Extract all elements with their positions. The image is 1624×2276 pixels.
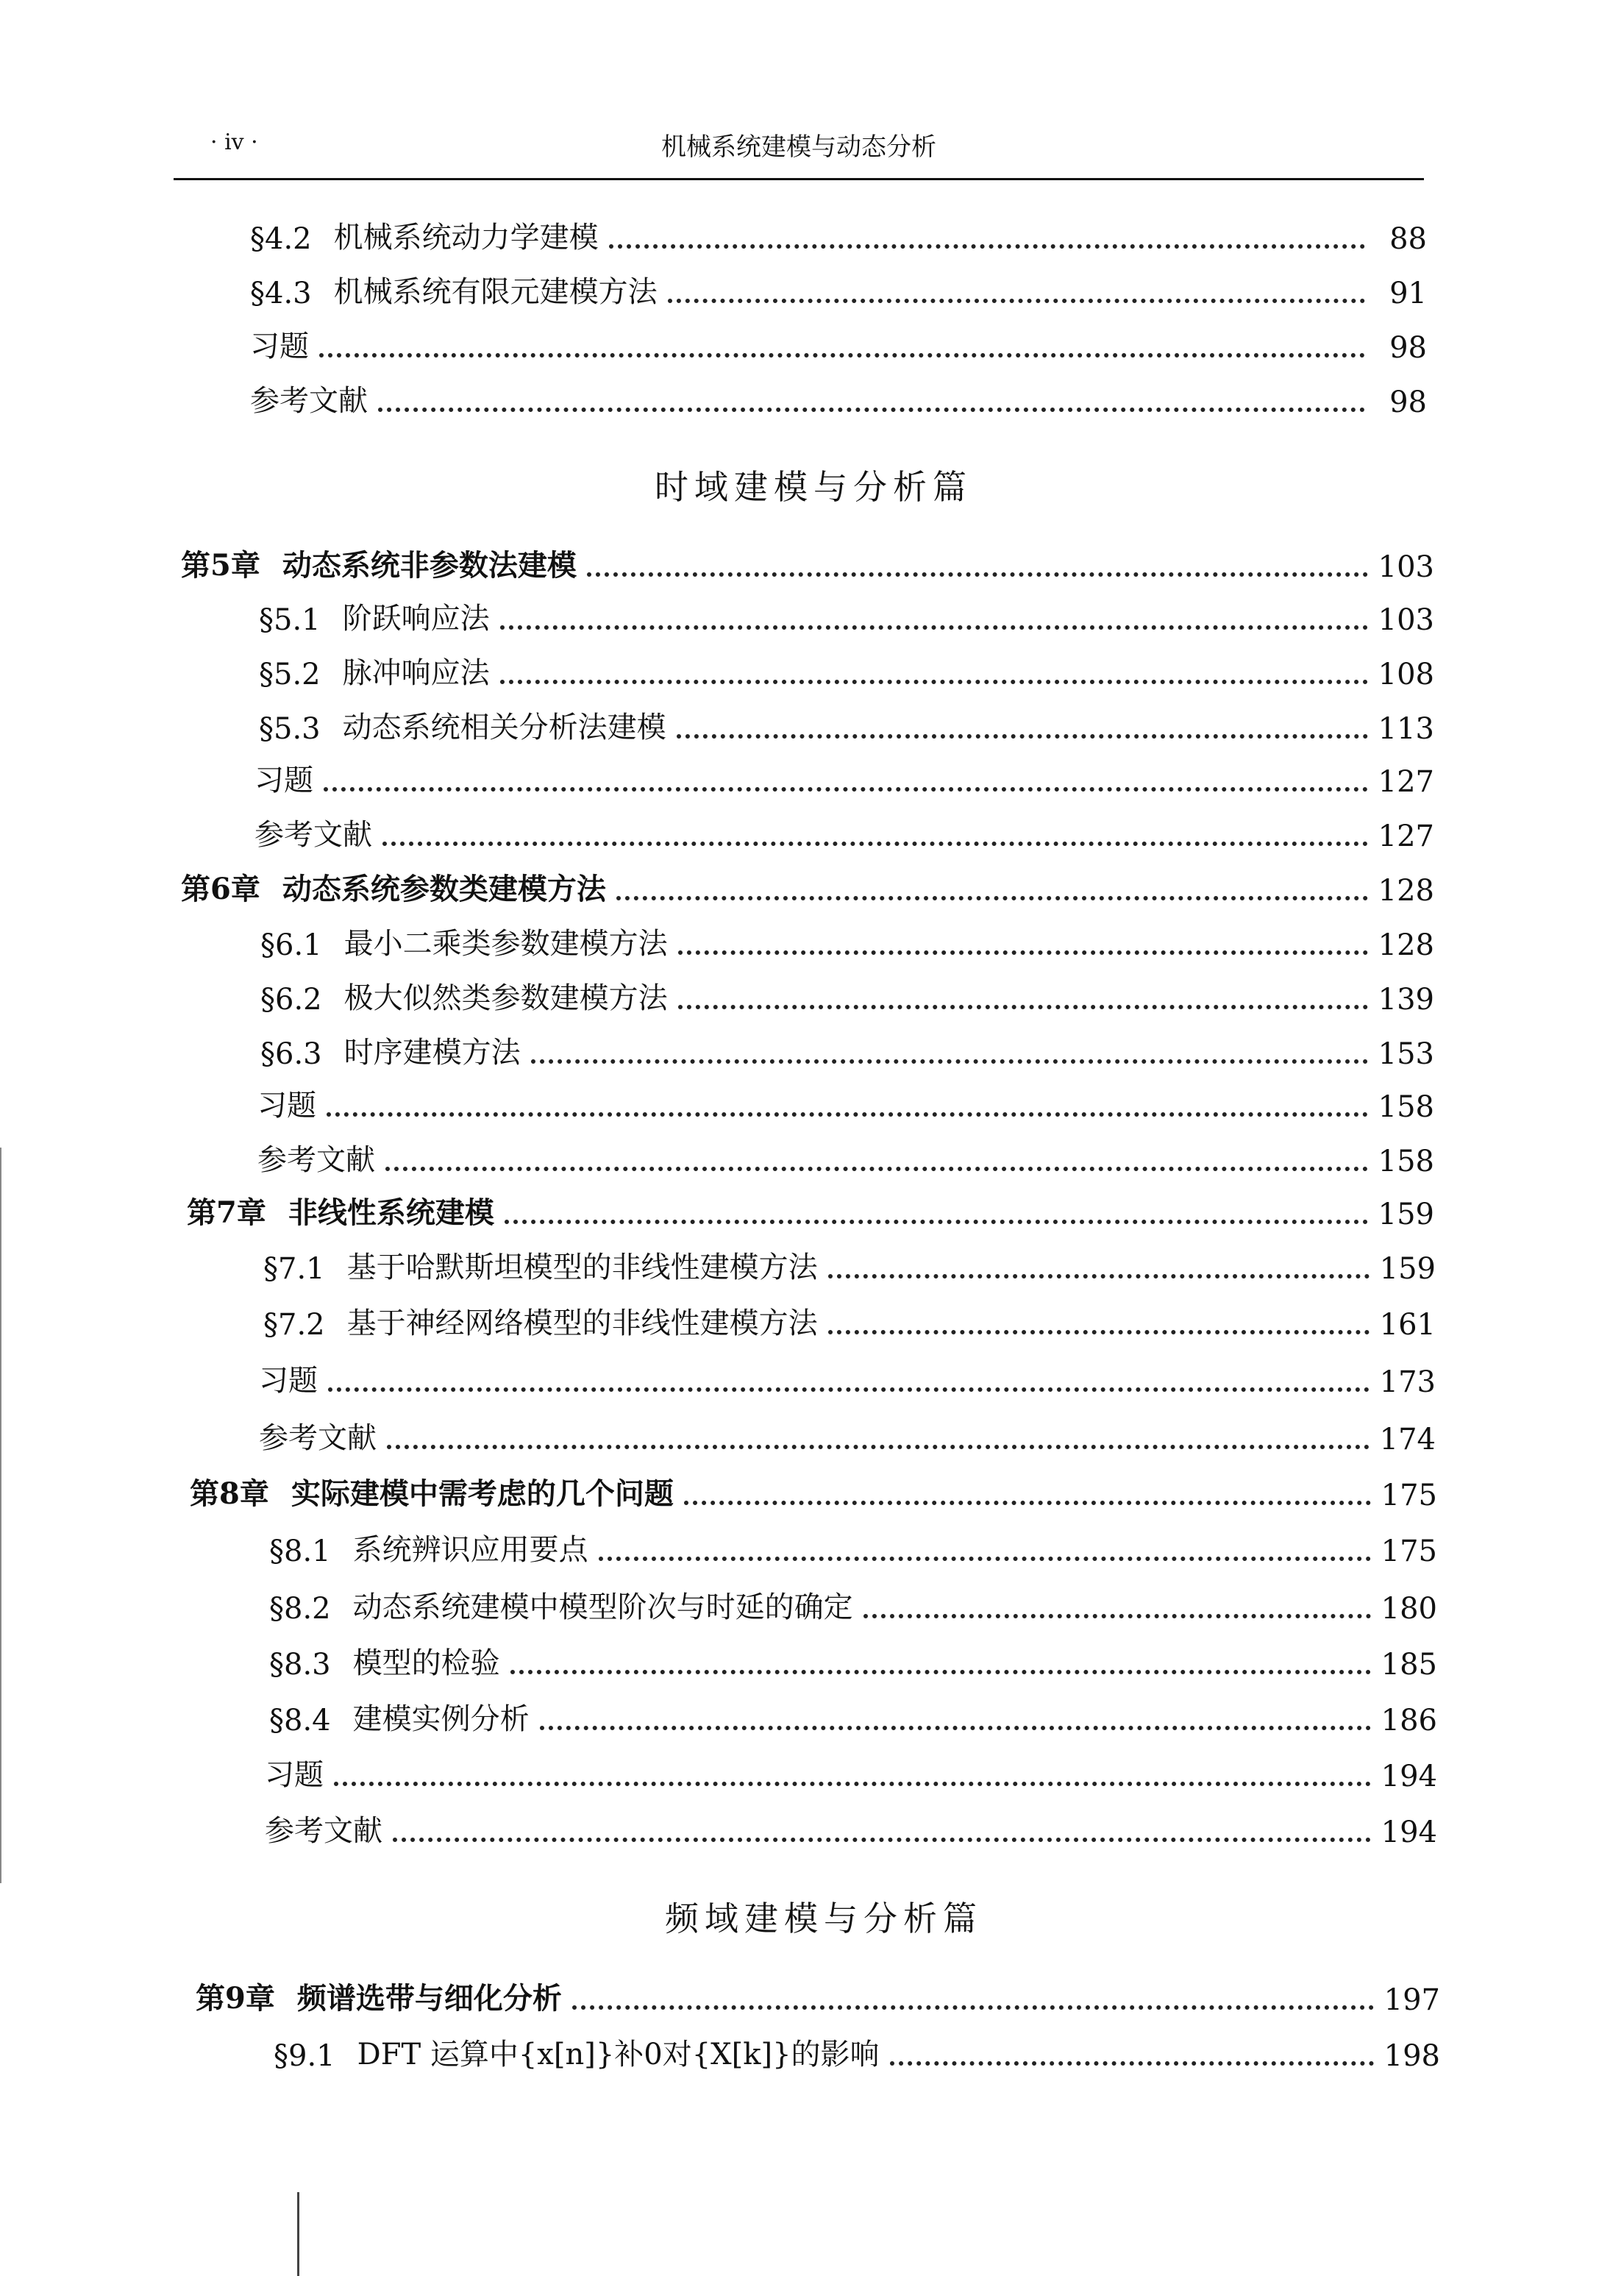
toc-entry bbox=[259, 650, 1434, 691]
dot-leader bbox=[505, 1220, 1368, 1224]
page-ref: 194 bbox=[1381, 1816, 1437, 1849]
page-ref: 186 bbox=[1381, 1704, 1437, 1738]
page-ref: 194 bbox=[1381, 1760, 1437, 1793]
dot-leader bbox=[387, 1445, 1370, 1449]
page-ref: 180 bbox=[1381, 1592, 1437, 1626]
page-ref: 159 bbox=[1378, 1198, 1434, 1231]
entry-title: DFT 运算中{x[n]}补0对{X[k]}的影响 bbox=[357, 2038, 880, 2071]
toc-chapter bbox=[181, 543, 1434, 584]
dot-leader bbox=[616, 896, 1368, 900]
toc-entry bbox=[257, 1083, 1434, 1124]
dot-leader bbox=[677, 734, 1368, 739]
entry-title: 脉冲响应法 bbox=[342, 656, 490, 690]
entry-title: 系统辨识应用要点 bbox=[352, 1533, 588, 1567]
entry-title: 参考文献 bbox=[250, 384, 368, 418]
entry-title: 习题 bbox=[254, 764, 313, 797]
toc-entry bbox=[260, 1030, 1434, 1071]
section-number: §4.3 bbox=[250, 277, 312, 310]
chapter-title: 动态系统参数类建模方法 bbox=[282, 872, 606, 906]
page-ref: 128 bbox=[1378, 928, 1434, 962]
chapter-title: 实际建模中需考虑的几个问题 bbox=[291, 1476, 674, 1511]
dot-leader bbox=[828, 1330, 1370, 1334]
page-ref: 185 bbox=[1381, 1648, 1437, 1682]
page-ref: 174 bbox=[1379, 1423, 1436, 1457]
dot-leader bbox=[684, 1501, 1371, 1505]
page-ref: 175 bbox=[1381, 1534, 1437, 1568]
dot-leader bbox=[500, 625, 1368, 630]
section-number: §6.2 bbox=[260, 983, 322, 1017]
chapter-number: 第7章 bbox=[187, 1195, 266, 1230]
running-header bbox=[174, 124, 1424, 175]
toc-entry bbox=[254, 812, 1434, 853]
page-ref: 197 bbox=[1383, 1983, 1440, 2017]
dot-leader bbox=[510, 1670, 1371, 1674]
toc-entry bbox=[265, 1808, 1437, 1849]
dot-leader bbox=[382, 842, 1368, 846]
toc-entry bbox=[250, 269, 1427, 310]
entry-title: 最小二乘类参数建模方法 bbox=[343, 927, 668, 961]
toc-entry bbox=[260, 975, 1434, 1017]
toc-entry bbox=[259, 1415, 1436, 1457]
toc-entry bbox=[254, 758, 1434, 799]
book-title: 机械系统建模与动态分析 bbox=[661, 132, 936, 162]
toc-entry bbox=[259, 705, 1434, 746]
toc-entry bbox=[259, 1358, 1436, 1399]
entry-title: 参考文献 bbox=[257, 1143, 375, 1177]
dot-leader bbox=[572, 2005, 1374, 2010]
chapter-number: 第8章 bbox=[190, 1476, 269, 1511]
page-ref: 127 bbox=[1378, 819, 1434, 853]
dot-leader bbox=[890, 2061, 1374, 2066]
toc-entry bbox=[250, 215, 1427, 256]
entry-title: 参考文献 bbox=[254, 818, 372, 852]
entry-title: 习题 bbox=[250, 330, 309, 363]
dot-leader bbox=[324, 787, 1368, 792]
page-ref: 127 bbox=[1378, 765, 1434, 799]
entry-title: 习题 bbox=[259, 1364, 318, 1398]
entry-title: 基于神经网络模型的非线性建模方法 bbox=[346, 1306, 818, 1340]
part-title-time-domain: 时域建模与分析篇 bbox=[655, 467, 972, 507]
dot-leader bbox=[500, 680, 1368, 684]
page-ref: 139 bbox=[1378, 983, 1434, 1017]
entry-title: 动态系统相关分析法建模 bbox=[342, 711, 666, 744]
page-ref: 158 bbox=[1378, 1145, 1434, 1178]
toc-entry bbox=[263, 1301, 1436, 1342]
section-number: §5.2 bbox=[259, 658, 321, 691]
dot-leader bbox=[668, 299, 1365, 303]
page-ref: 103 bbox=[1378, 550, 1434, 584]
entry-title: 机械系统动力学建模 bbox=[333, 221, 599, 255]
section-number: §4.2 bbox=[250, 222, 312, 256]
dot-leader bbox=[599, 1557, 1371, 1561]
entry-title: 动态系统建模中模型阶次与时延的确定 bbox=[352, 1590, 853, 1624]
toc-entry bbox=[250, 324, 1427, 365]
entry-title: 阶跃响应法 bbox=[342, 602, 490, 636]
dot-leader bbox=[540, 1726, 1371, 1730]
scan-edge-line bbox=[0, 1148, 1, 1883]
page-ref: 128 bbox=[1378, 874, 1434, 908]
dot-leader bbox=[327, 1112, 1368, 1117]
page-ref: 103 bbox=[1378, 603, 1434, 637]
page-number: · iv · bbox=[210, 129, 258, 155]
dot-leader bbox=[328, 1387, 1370, 1392]
section-number: §7.1 bbox=[263, 1252, 325, 1286]
section-number: §8.1 bbox=[269, 1534, 331, 1568]
dot-leader bbox=[319, 353, 1365, 358]
section-number: §5.3 bbox=[259, 712, 321, 746]
toc-entry bbox=[257, 1137, 1434, 1178]
toc-chapter bbox=[196, 1976, 1440, 2017]
dot-leader bbox=[863, 1614, 1371, 1618]
section-number: §6.3 bbox=[260, 1037, 322, 1071]
page-ref: 108 bbox=[1378, 658, 1434, 691]
page-ref: 159 bbox=[1379, 1252, 1436, 1286]
page-ref: 98 bbox=[1389, 331, 1427, 365]
entry-title: 时序建模方法 bbox=[343, 1036, 521, 1070]
toc-chapter bbox=[190, 1471, 1437, 1512]
entry-title: 建模实例分析 bbox=[352, 1702, 530, 1736]
entry-title: 习题 bbox=[257, 1089, 316, 1123]
entry-title: 极大似然类参数建模方法 bbox=[343, 981, 668, 1015]
section-number: §8.2 bbox=[269, 1592, 331, 1626]
page-ref: 175 bbox=[1381, 1479, 1437, 1512]
section-number: §7.2 bbox=[263, 1308, 325, 1342]
page-ref: 91 bbox=[1389, 277, 1427, 310]
page-ref: 88 bbox=[1389, 222, 1427, 256]
chapter-number: 第5章 bbox=[181, 548, 260, 583]
dot-leader bbox=[587, 572, 1368, 577]
dot-leader bbox=[385, 1167, 1368, 1171]
section-number: §5.1 bbox=[259, 603, 321, 637]
dot-leader bbox=[678, 1005, 1368, 1009]
toc-entry bbox=[263, 1245, 1436, 1286]
section-number: §8.3 bbox=[269, 1648, 331, 1682]
chapter-number: 第9章 bbox=[196, 1981, 275, 2016]
dot-leader bbox=[678, 950, 1368, 955]
section-number: §9.1 bbox=[274, 2039, 335, 2073]
page-ref: 173 bbox=[1379, 1365, 1436, 1399]
page-ref: 98 bbox=[1389, 385, 1427, 419]
part-title-frequency-domain: 频域建模与分析篇 bbox=[665, 1899, 983, 1938]
dot-leader bbox=[609, 244, 1365, 249]
page-ref: 158 bbox=[1378, 1090, 1434, 1124]
dot-leader bbox=[828, 1274, 1370, 1279]
page-ref: 153 bbox=[1378, 1037, 1434, 1071]
page-ref: 198 bbox=[1383, 2039, 1440, 2073]
toc-entry bbox=[274, 2032, 1440, 2073]
dot-leader bbox=[393, 1838, 1371, 1842]
chapter-title: 动态系统非参数法建模 bbox=[282, 548, 577, 583]
entry-title: 习题 bbox=[265, 1758, 324, 1792]
page-ref: 113 bbox=[1378, 712, 1434, 746]
scan-artifact-line bbox=[297, 2192, 299, 2276]
dot-leader bbox=[531, 1059, 1368, 1064]
chapter-title: 非线性系统建模 bbox=[288, 1195, 494, 1230]
toc-entry bbox=[265, 1752, 1437, 1793]
entry-title: 基于哈默斯坦模型的非线性建模方法 bbox=[346, 1251, 818, 1284]
entry-title: 模型的检验 bbox=[352, 1646, 500, 1680]
toc-chapter bbox=[181, 867, 1434, 908]
entry-title: 机械系统有限元建模方法 bbox=[333, 275, 658, 309]
toc-entry bbox=[269, 1696, 1437, 1738]
dot-leader bbox=[334, 1782, 1371, 1786]
toc-entry bbox=[250, 378, 1427, 419]
section-number: §6.1 bbox=[260, 928, 322, 962]
chapter-number: 第6章 bbox=[181, 872, 260, 906]
toc-chapter bbox=[187, 1190, 1434, 1231]
chapter-title: 频谱选带与细化分析 bbox=[296, 1981, 562, 2016]
entry-title: 参考文献 bbox=[259, 1421, 377, 1455]
section-number: §8.4 bbox=[269, 1704, 331, 1738]
toc-entry bbox=[269, 1585, 1437, 1626]
toc-entry bbox=[259, 596, 1434, 637]
dot-leader bbox=[378, 408, 1365, 412]
page-ref: 161 bbox=[1379, 1308, 1436, 1342]
toc-entry bbox=[260, 921, 1434, 962]
entry-title: 参考文献 bbox=[265, 1814, 382, 1848]
toc-entry bbox=[269, 1527, 1437, 1568]
toc-entry bbox=[269, 1640, 1437, 1682]
header-rule bbox=[174, 178, 1424, 180]
